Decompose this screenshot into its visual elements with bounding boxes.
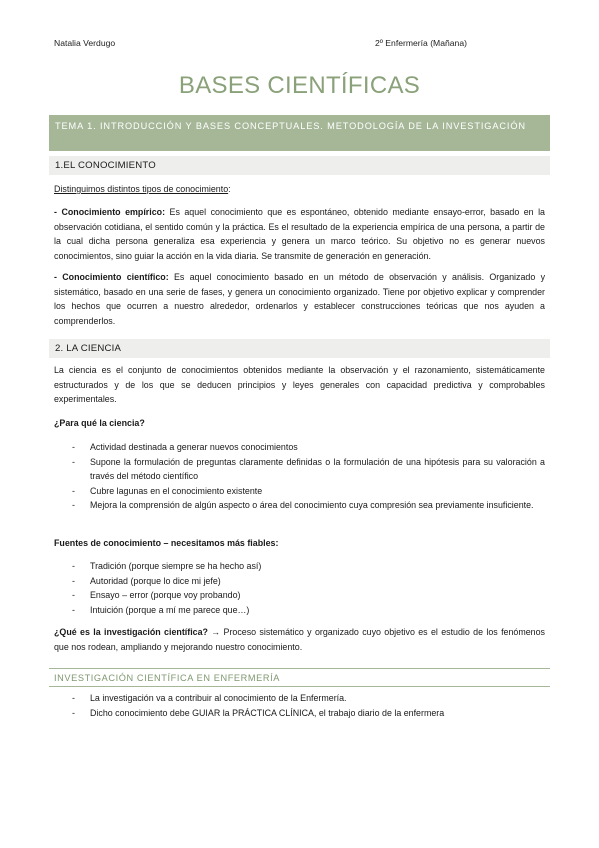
conocimiento-cientifico-label: - Conocimiento científico: (54, 272, 169, 282)
investigacion-cientifica-paragraph (54, 625, 545, 654)
section-heading-conocimiento: 1.EL CONOCIMIENTO (49, 156, 550, 175)
list-item: - Actividad destinada a generar nuevos conocimientos (72, 442, 298, 452)
ciencia-definition: La ciencia es el conjunto de conocimientos obtenidos mediante la observación y el razonamiento, sistemáticamente estructurados y de los que se deducen principios y leyes generales con capacidad predictiva y comprobables experimentales. (54, 365, 545, 404)
list-item: - Dicho conocimiento debe GUIAR la PRÁCTICA CLÍNICA, el trabajo diario de la enfermera (72, 707, 445, 718)
para-que-title: ¿Para qué la ciencia? (54, 418, 145, 428)
fuentes-list (54, 559, 545, 617)
list-item: - Tradición (porque siempre se ha hecho así) (72, 561, 262, 571)
investigacion-enfermeria-list (54, 691, 545, 720)
list-item: - Ensayo – error (porque voy probando) (72, 590, 241, 600)
list-item: - Mejora la comprensión de algún aspecto o área del conocimiento cuya compresión sea previamente insuficiente. (72, 500, 534, 510)
list-item: - Autoridad (porque lo dice mi jefe) (72, 575, 221, 586)
investigacion-question: ¿Qué es la investigación científica? (54, 627, 208, 637)
header-course: 2º Enfermería (Mañana) (375, 38, 467, 48)
section-heading-investigacion-enfermeria: INVESTIGACIÓN CIENTÍFICA EN ENFERMERÍA (54, 673, 280, 683)
conocimiento-cientifico-text: Es aquel conocimiento basado en un método de observación y análisis. Organizado y sistemático, basado en una serie de fases, y genera un conocimiento organizado. Tiene por objetivo explicar y comprender los hechos que ocurren a nuestro alrededor, ordenarlos y establecer construcciones teóricas que nos ayuden a comprenderlos. (54, 272, 546, 326)
conocimiento-cientifico-paragraph (54, 270, 545, 328)
para-que-list (54, 440, 545, 513)
fuentes-title: Fuentes de conocimiento – necesitamos más fiables: (54, 538, 279, 548)
investigacion-answer: → Proceso sistemático y organizado cuyo objetivo es el estudio de los fenómenos que nos rodean, ampliando y mejorando nuestro conocimiento. (54, 627, 545, 652)
conocimiento-empirico-label: - Conocimiento empírico: (54, 207, 166, 217)
conocimiento-empirico-text: Es aquel conocimiento que es espontáneo, obtenido mediante ensayo-error, basado en la observación cotidiana, el sentido común y la práctica. Es el resultado de la experiencia empírica de una persona, a partir de la cual dicha persona generaliza esa experiencia y genera un marco teórico. Su objetivo no es generar nuevos conocimientos, sino guiar la acción en la vida diaria. Se transmite de generación en generación. (54, 207, 545, 261)
conocimiento-intro-text: Distinguimos distintos tipos de conocimiento (54, 184, 229, 194)
conocimiento-empirico-paragraph (54, 205, 545, 263)
header-author: Natalia Verdugo (54, 38, 116, 48)
conocimiento-intro (54, 182, 545, 197)
list-item: - Intuición (porque a mí me parece que…) (72, 604, 250, 615)
section-heading-ciencia: 2. LA CIENCIA (49, 339, 550, 358)
document-title: BASES CIENTÍFICAS (178, 72, 421, 99)
list-item: - Cubre lagunas en el conocimiento existente (72, 485, 263, 496)
list-item: - Supone la formulación de preguntas claramente definidas o la formulación de una hipótesis para su valoración a través del método científico (72, 456, 545, 481)
list-item: - La investigación va a contribuir al conocimiento de la Enfermería. (72, 693, 347, 703)
section-divider-bottom (49, 686, 550, 687)
section-divider-top (49, 668, 550, 669)
tema-heading: TEMA 1. INTRODUCCIÓN Y BASES CONCEPTUALES. METODOLOGÍA DE LA INVESTIGACIÓN (49, 115, 550, 151)
conocimiento-intro-colon: : (228, 184, 231, 194)
